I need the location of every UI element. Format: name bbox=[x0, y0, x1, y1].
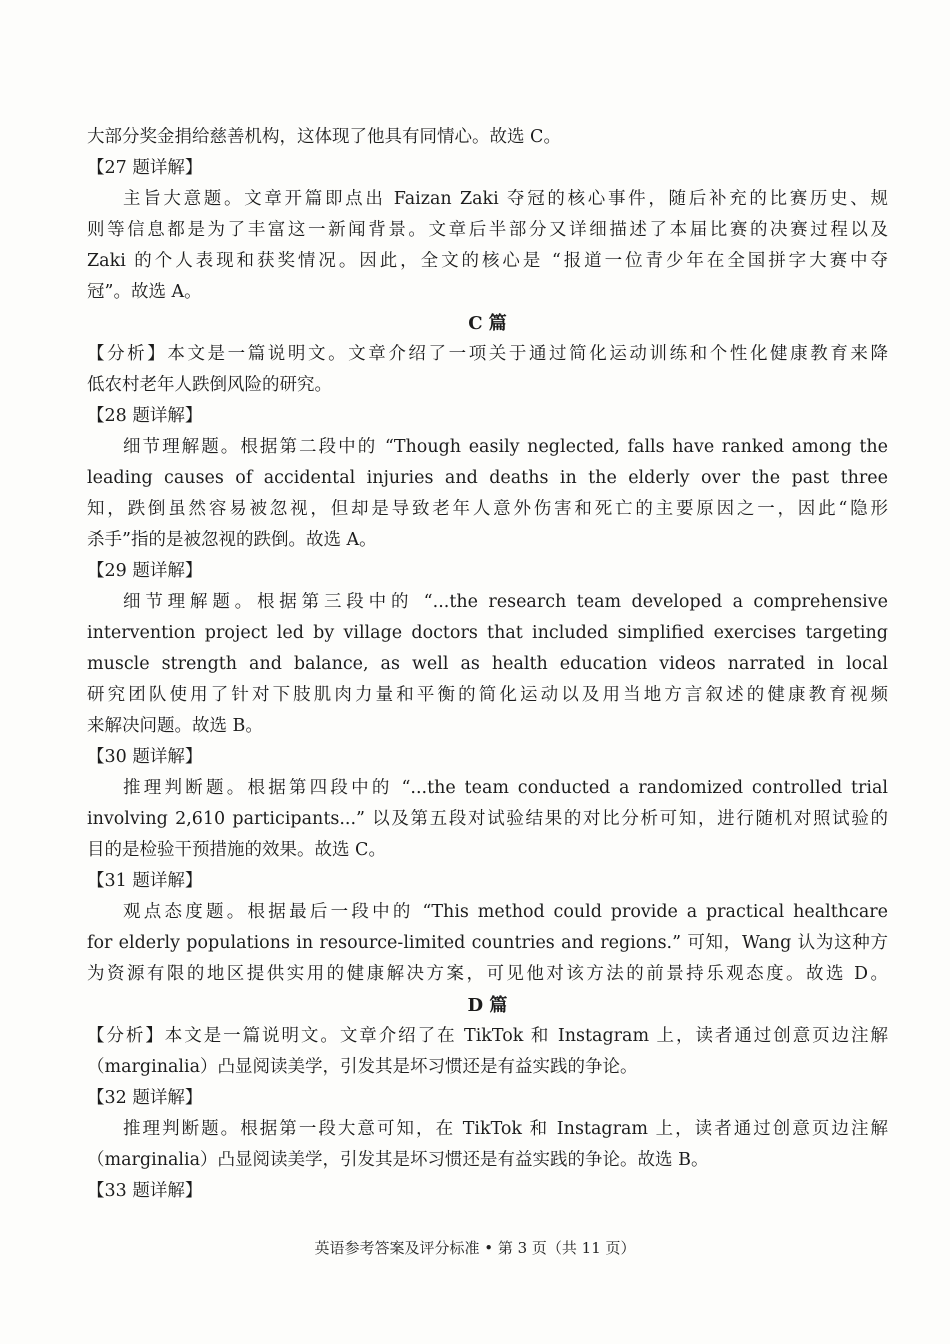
text-line: leading causes of accidental injuries and deaths in the elderly over the past three bbox=[87, 468, 888, 488]
question-heading-32: 【32 题详解】 bbox=[87, 1088, 203, 1108]
question-heading-29: 【29 题详解】 bbox=[87, 561, 203, 581]
page-footer: 英语参考答案及评分标准 • 第 3 页（共 11 页） bbox=[314, 1239, 636, 1257]
text-line: 大部分奖金捐给慈善机构，这体现了他具有同情心。故选 C。 bbox=[87, 127, 561, 147]
text-line: （marginalia）凸显阅读美学，引发其是坏习惯还是有益实践的争论。故选 B。 bbox=[87, 1150, 709, 1170]
question-heading-28: 【28 题详解】 bbox=[87, 406, 203, 426]
text-line: 【分析】本文是一篇说明文。文章介绍了一项关于通过简化运动训练和个性化健康教育来降 bbox=[87, 344, 888, 364]
question-heading-27: 【27 题详解】 bbox=[87, 158, 203, 178]
text-line: 研究团队使用了针对下肢肌肉力量和平衡的简化运动以及用当地方言叙述的健康教育视频 bbox=[87, 685, 888, 705]
text-line: 冠”。故选 A。 bbox=[87, 282, 202, 302]
text-line: 来解决问题。故选 B。 bbox=[87, 716, 263, 736]
section-title-c: C 篇 bbox=[468, 313, 507, 334]
section-title-d: D 篇 bbox=[467, 995, 508, 1016]
text-line: 观点态度题。根据最后一段中的 “This method could provide a practical healthcare bbox=[123, 902, 888, 922]
question-heading-31: 【31 题详解】 bbox=[87, 871, 203, 891]
text-line: 目的是检验干预措施的效果。故选 C。 bbox=[87, 840, 386, 860]
text-line: 细节理解题。根据第三段中的 “...the research team developed a comprehensive bbox=[123, 592, 888, 612]
text-line: muscle strength and balance, as well as health education videos narrated in local bbox=[87, 654, 888, 674]
text-line: 则等信息都是为了丰富这一新闻背景。文章后半部分又详细描述了本届比赛的决赛过程以及 bbox=[87, 220, 888, 240]
question-heading-33: 【33 题详解】 bbox=[87, 1181, 203, 1201]
text-line: （marginalia）凸显阅读美学，引发其是坏习惯还是有益实践的争论。 bbox=[87, 1057, 638, 1077]
text-line: 细节理解题。根据第二段中的 “Though easily neglected, falls have ranked among the bbox=[123, 437, 888, 457]
text-line: for elderly populations in resource-limited countries and regions.” 可知，Wang 认为这种方 bbox=[87, 933, 888, 953]
question-heading-30: 【30 题详解】 bbox=[87, 747, 203, 767]
text-line: involving 2,610 participants...” 以及第五段对试验结果的对比分析可知，进行随机对照试验的 bbox=[87, 809, 888, 829]
text-line: 杀手”指的是被忽视的跌倒。故选 A。 bbox=[87, 530, 377, 550]
text-line: 推理判断题。根据第四段中的 “...the team conducted a randomized controlled trial bbox=[123, 778, 888, 798]
text-line: Zaki 的个人表现和获奖情况。因此，全文的核心是 “报道一位青少年在全国拼字大赛中夺 bbox=[87, 251, 888, 271]
text-line: intervention project led by village doctors that included simplified exercises targeting bbox=[87, 623, 888, 643]
text-line: 为资源有限的地区提供实用的健康解决方案，可见他对该方法的前景持乐观态度。故选 D。 bbox=[87, 964, 888, 984]
text-line: 主旨大意题。文章开篇即点出 Faizan Zaki 夺冠的核心事件，随后补充的比赛历史、规 bbox=[123, 189, 888, 209]
text-line: 推理判断题。根据第一段大意可知，在 TikTok 和 Instagram 上，读者通过创意页边注解 bbox=[123, 1119, 888, 1139]
text-line: 【分析】本文是一篇说明文。文章介绍了在 TikTok 和 Instagram 上，读者通过创意页边注解 bbox=[87, 1026, 888, 1046]
text-line: 低农村老年人跌倒风险的研究。 bbox=[87, 375, 332, 395]
text-line: 知，跌倒虽然容易被忽视，但却是导致老年人意外伤害和死亡的主要原因之一，因此“隐形 bbox=[87, 499, 888, 519]
